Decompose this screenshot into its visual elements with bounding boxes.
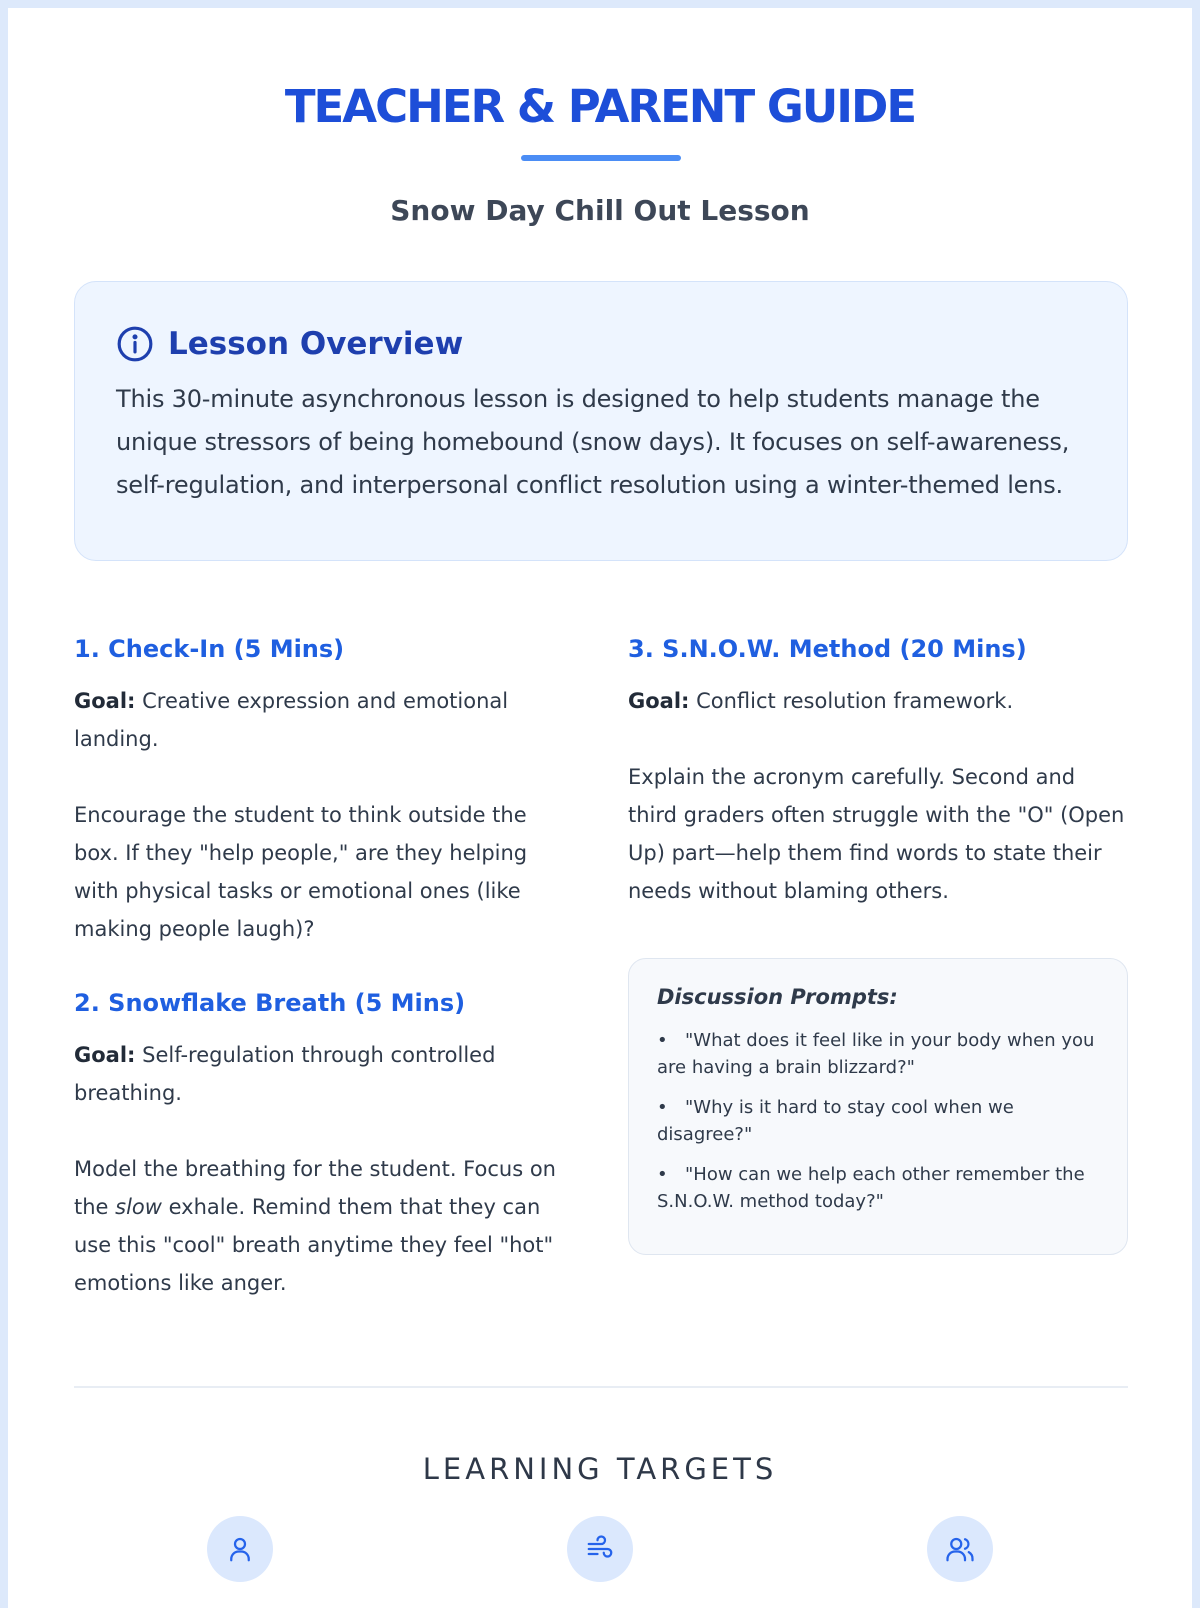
wind-icon (585, 1534, 615, 1564)
bullet: • (657, 1030, 668, 1051)
discussion-prompts-card (628, 958, 1128, 1255)
overview-header (116, 324, 1087, 364)
discussion-prompts-title: Discussion Prompts: (657, 985, 898, 1009)
prompt-text: "What does it feel like in your body when you are having a brain blizzard?" (657, 1030, 1095, 1078)
person-icon (225, 1534, 255, 1564)
list-item (657, 1094, 1099, 1148)
check-in-body: Encourage the student to think outside the box. If they "help people," are they helping with physical tasks or emotional ones (like making people laugh)? (74, 803, 528, 941)
goal-text: Self-regulation through controlled breathing. (74, 1043, 496, 1105)
snowflake-breath-goal (74, 1036, 576, 1112)
snowflake-breath-body (74, 1150, 576, 1302)
bullet: • (657, 1097, 668, 1118)
target-icon-badge (207, 1516, 273, 1582)
page-title: TEACHER & PARENT GUIDE (284, 80, 916, 133)
body-emphasis: slow (115, 1195, 162, 1219)
target-icon-badge (567, 1516, 633, 1582)
section-divider (74, 1386, 1128, 1388)
body-text: exhale. Remind them that they can use this "cool" breath anytime they feel "hot" emotions like anger. (74, 1195, 554, 1295)
goal-text: Conflict resolution framework. (689, 689, 1014, 713)
overview-text: This 30-minute asynchronous lesson is designed to help students manage the unique stressors of being homebound (snow days). It focuses on self-awareness, self-regulation, and interpersonal conflict resolution using a winter-themed lens. (116, 385, 1070, 499)
list-item (657, 1161, 1099, 1215)
learning-targets-title: LEARNING TARGETS (422, 1452, 778, 1486)
lesson-overview-card (74, 281, 1128, 561)
left-column (74, 634, 576, 1302)
section-snow-method (628, 634, 1128, 910)
page-subtitle: Snow Day Chill Out Lesson (390, 194, 810, 227)
target-icon-badge (927, 1516, 993, 1582)
check-in-heading: 1. Check-In (5 Mins) (74, 635, 345, 663)
goal-text: Creative expression and emotional landing. (74, 689, 509, 751)
section-check-in (74, 634, 576, 948)
guide-page (8, 8, 1192, 1608)
body-text: Model the breathing for the student. Focus on the (74, 1157, 556, 1219)
overview-title: Lesson Overview (168, 326, 464, 362)
discussion-prompts-list (657, 1027, 1099, 1215)
snow-method-heading: 3. S.N.O.W. Method (20 Mins) (628, 635, 1027, 663)
list-item (657, 1027, 1099, 1081)
snow-method-goal (628, 682, 1128, 720)
prompt-text: "Why is it hard to stay cool when we disagree?" (657, 1097, 1014, 1145)
check-in-goal (74, 682, 576, 758)
bullet: • (657, 1164, 668, 1185)
snowflake-breath-heading: 2. Snowflake Breath (5 Mins) (74, 989, 466, 1017)
goal-label: Goal: (628, 689, 690, 713)
snow-method-body: Explain the acronym carefully. Second and third graders often struggle with the "O" (Open Up) part—help them find words to state their needs without blaming others. (628, 765, 1125, 903)
goal-label: Goal: (74, 689, 136, 713)
users-icon (945, 1534, 975, 1564)
section-snowflake-breath (74, 988, 576, 1302)
title-underline (521, 155, 681, 161)
info-icon (116, 325, 154, 363)
right-column (628, 634, 1128, 1255)
prompt-text: "How can we help each other remember the S.N.O.W. method today?" (657, 1164, 1085, 1212)
goal-label: Goal: (74, 1043, 136, 1067)
